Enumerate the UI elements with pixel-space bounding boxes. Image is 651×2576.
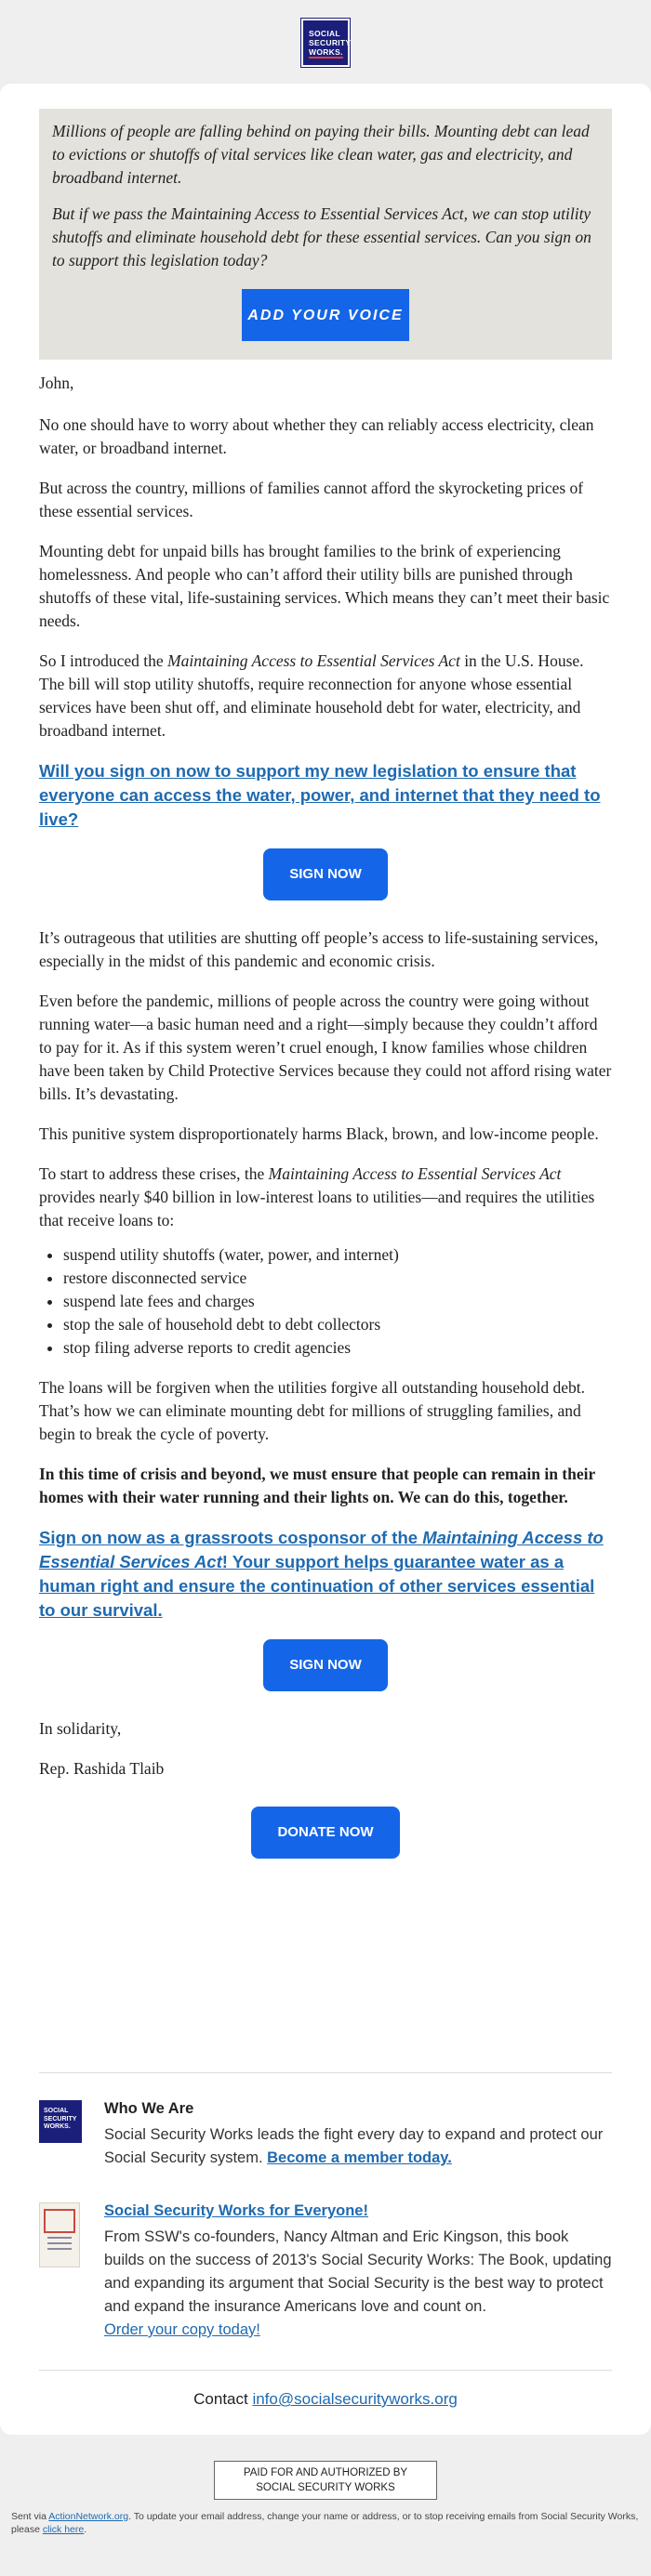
contact-label: Contact [193, 2390, 253, 2408]
paragraph-7: This punitive system disproportionately harms Black, brown, and low-income people. [39, 1124, 599, 1143]
book-cover-band [44, 2209, 75, 2233]
sent-via-notice [11, 2510, 640, 2536]
sign-now-button-2[interactable]: SIGN NOW [263, 1639, 388, 1691]
paragraph-9: The loans will be forgiven when the utilities forgive all outstanding household debt. That’s how we can eliminate mounting debt for millions of struggling families, and begin to break the cycle of poverty. [39, 1378, 585, 1443]
order-copy-link[interactable]: Order your copy today! [104, 2321, 260, 2338]
requirements-list [39, 1243, 612, 1360]
paragraph-4 [39, 650, 612, 743]
sign-now-wrap-2 [39, 1639, 612, 1691]
ssw-mini-logo[interactable] [39, 2100, 82, 2143]
link-2-start: Sign on now as a grassroots cosponsor of the [39, 1528, 423, 1547]
sign-on-link-1[interactable]: Will you sign on now to support my new legislation to ensure that everyone can access the water, power, and internet that they need to live? [39, 761, 601, 829]
who-we-are-block [39, 2100, 612, 2170]
who-we-are-text [104, 2123, 612, 2170]
intro-paragraph-1: Millions of people are falling behind on paying their bills. Mounting debt can lead to evictions or shutoffs of vital services like clean water, gas and electricity, and broadband internet. [52, 122, 590, 187]
sign-now-button-1[interactable]: SIGN NOW [263, 848, 388, 900]
become-member-link[interactable]: Become a member today. [267, 2149, 452, 2166]
ssw-logo[interactable] [301, 19, 350, 67]
mini-logo-line-1: SOCIAL [44, 2108, 69, 2114]
paragraph-8-start: To start to address these crises, the [39, 1164, 269, 1183]
who-logo-thumb [39, 2100, 84, 2170]
list-item: • stop filing adverse reports to credit agencies [63, 1336, 612, 1360]
paragraph-8-end: provides nearly $40 billion in low-interest loans to utilities—and requires the utilities that receive loans to: [39, 1188, 595, 1229]
sent-via-text-3: . [84, 2524, 87, 2535]
bold-statement: In this time of crisis and beyond, we must ensure that people can remain in their homes with their water running and their lights on. We can do this, together. [39, 1465, 595, 1506]
bill-name-2: Maintaining Access to Essential Services Act [268, 1164, 562, 1183]
paragraph-4-end: in the U.S. House. The bill will stop utility shutoffs, require reconnection for anyone whose essential services have been shut off, and eliminate household debt for water, electricity, and broadband internet. [39, 651, 584, 740]
header [0, 19, 651, 67]
paid-line-1: PAID FOR AND AUTHORIZED BY [243, 2467, 408, 2478]
contact-email-link[interactable]: info@socialsecurityworks.org [252, 2390, 458, 2408]
book-order [104, 2319, 612, 2342]
book-block [39, 2202, 612, 2342]
letter-body [39, 372, 612, 1885]
intro-box [39, 109, 612, 360]
logo-line-2: SECURITY [309, 38, 352, 47]
paragraph-8 [39, 1163, 612, 1232]
paragraph-5: It’s outrageous that utilities are shutting off people’s access to life-sustaining services, especially in the midst of this pandemic and economic crisis. [39, 928, 599, 970]
sent-via-text: Sent via [11, 2511, 49, 2522]
sent-via-text-2: . To update your email address, change your name or address, or to stop receiving emails from Social Security Works, please [11, 2511, 639, 2535]
add-your-voice-button[interactable]: ADD YOUR VOICE [242, 289, 409, 341]
book-thumb [39, 2202, 84, 2342]
link-2-bill-name: Maintaining Access to Essential Services Act [39, 1528, 604, 1571]
list-item: • stop the sale of household debt to debt collectors [63, 1313, 612, 1336]
paragraph-2: But across the country, millions of families cannot afford the skyrocketing prices of these essential services. [39, 479, 584, 520]
mini-logo-line-2: SECURITY [44, 2115, 77, 2123]
paragraph-6: Even before the pandemic, millions of people across the country were going without running water—a basic human need and a right—simply because they couldn’t afford to pay for it. As if this system weren’t cruel enough, I know families whose children have been taken by Child Protective Services because they could not afford rising water bills. It’s devastating. [39, 992, 612, 1103]
donate-now-button[interactable]: DONATE NOW [251, 1807, 400, 1859]
paragraph-3: Mounting debt for unpaid bills has brought families to the brink of experiencing homelessness. And people who can’t afford their utility bills are punished through shutoffs of these vital, life-sustaining services. Which means they can’t meet their basic needs. [39, 542, 610, 630]
intro-paragraph-2: But if we pass the Maintaining Access to Essential Services Act, we can stop utility shutoffs and eliminate household debt for these essential services. Can you sign on to support this legislation today? [52, 204, 591, 269]
list-item: • restore disconnected service [63, 1267, 612, 1290]
link-2-end: ! Your support helps guarantee water as a human right and ensure the continuation of other services essential to our survival. [39, 1552, 595, 1620]
paid-line-2: SOCIAL SECURITY WORKS [256, 2482, 395, 2493]
greeting: John, [39, 374, 74, 392]
divider-1 [39, 2072, 612, 2073]
list-item: • suspend utility shutoffs (water, power, and internet) [63, 1243, 612, 1267]
logo-line-3: WORKS. [309, 47, 343, 57]
paragraph-4-start: So I introduced the [39, 651, 168, 670]
paid-for-disclaimer [214, 2461, 437, 2500]
book-title-wrap [104, 2202, 612, 2220]
sign-now-wrap-1 [39, 848, 612, 900]
signature: Rep. Rashida Tlaib [39, 1759, 165, 1778]
book-cover-lines [47, 2237, 72, 2239]
who-we-are-title: Who We Are [104, 2100, 194, 2117]
book-title-link[interactable]: Social Security Works for Everyone! [104, 2202, 368, 2219]
donate-wrap [39, 1807, 612, 1859]
bill-name: Maintaining Access to Essential Services Act [167, 651, 460, 670]
book-description: From SSW's co-founders, Nancy Altman and Eric Kingson, this book builds on the success of 2013's Social Security Works: The Book, updating and expanding its argument that Social Security is the best way to protect and expand the insurance Americans love and count on. [104, 2228, 612, 2315]
book-cover-image[interactable] [39, 2202, 80, 2267]
click-here-link[interactable]: click here [42, 2524, 85, 2535]
contact-line [0, 2390, 651, 2409]
who-we-are-desc: Social Security Works leads the fight every day to expand and protect our Social Security system. [104, 2126, 604, 2166]
logo-line-1: SOCIAL [309, 29, 340, 38]
email-card [0, 84, 651, 2435]
divider-2 [39, 2370, 612, 2371]
closing: In solidarity, [39, 1719, 122, 1738]
actionnetwork-link[interactable]: ActionNetwork.org [48, 2511, 129, 2522]
list-item: • suspend late fees and charges [63, 1290, 612, 1313]
sign-on-link-2[interactable] [39, 1526, 612, 1623]
mini-logo-line-3: WORKS. [44, 2123, 71, 2130]
paragraph-1: No one should have to worry about whether they can reliably access electricity, clean water, or broadband internet. [39, 415, 594, 457]
